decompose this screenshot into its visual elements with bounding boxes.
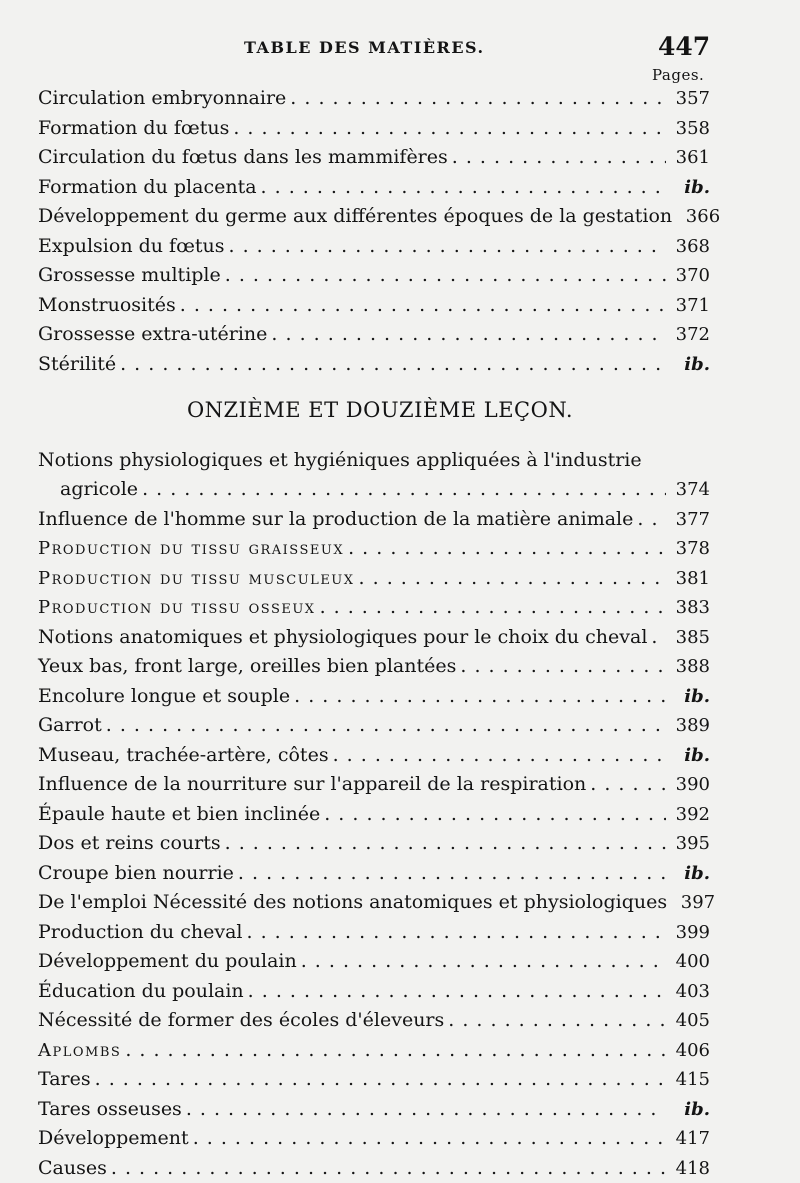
dot-leader	[460, 652, 666, 682]
dot-leader	[246, 918, 666, 948]
entry-page: ib.	[684, 1098, 710, 1120]
entry-page: 383	[675, 597, 710, 618]
entry-title: Croupe bien nourrie	[38, 861, 234, 884]
entry-title: Aplombs	[38, 1039, 122, 1061]
dot-leader	[290, 84, 666, 114]
entry-title: Production du tissu osseux	[38, 597, 316, 618]
entry-page: 357	[675, 88, 710, 109]
dot-leader	[294, 682, 666, 712]
entry-page: 368	[675, 235, 710, 257]
entry-page: 389	[675, 715, 710, 736]
entry-line-2	[38, 475, 710, 505]
toc-entry	[38, 261, 710, 291]
entry-title: Formation du fœtus	[38, 116, 230, 139]
toc-entry	[38, 320, 710, 350]
toc-entry-multiline	[38, 445, 710, 505]
toc-entry	[38, 829, 710, 859]
entry-title: Éducation du poulain	[38, 979, 244, 1002]
entry-page: ib.	[684, 685, 710, 707]
dot-leader	[271, 320, 666, 350]
dot-leader	[348, 534, 666, 564]
dot-leader	[111, 1154, 666, 1183]
toc-list-section-2	[38, 445, 716, 1183]
entry-title-line-1: Notions physiologiques et hygiéniques appliquées à l'industrie	[38, 449, 642, 471]
toc-entry	[38, 232, 710, 262]
toc-entry	[38, 711, 710, 741]
dot-leader	[233, 114, 666, 144]
toc-entry	[38, 505, 710, 535]
dot-leader	[120, 350, 666, 380]
entry-title: Production du tissu musculeux	[38, 567, 355, 589]
entry-page: 397	[680, 892, 716, 913]
toc-entry	[38, 888, 716, 918]
entry-title: De l'emploi Nécessité des notions anatomiques et physiologiques	[38, 891, 668, 913]
toc-entry	[38, 534, 710, 564]
toc-entry	[38, 1095, 710, 1125]
entry-title: Influence de l'homme sur la production de la matière animale	[38, 507, 634, 530]
dot-leader	[193, 1124, 666, 1154]
entry-page: 366	[685, 206, 721, 227]
dot-leader	[225, 261, 666, 291]
toc-entry	[38, 143, 710, 173]
entry-title: Formation du placenta	[38, 175, 257, 198]
entry-title: Production du tissu graisseux	[38, 538, 345, 559]
page-header	[0, 32, 800, 66]
entry-title: Garrot	[38, 714, 102, 736]
entry-title: Développement	[38, 1127, 189, 1149]
page-number: 447	[658, 32, 711, 61]
dot-leader	[228, 232, 666, 262]
toc-entry	[38, 1036, 710, 1066]
entry-title: Stérilité	[38, 352, 117, 375]
entry-title: Causes	[38, 1156, 107, 1179]
toc-entry	[38, 652, 710, 682]
dot-leader	[333, 741, 666, 771]
entry-title: Notions anatomiques et physiologiques pour le choix du cheval	[38, 625, 648, 648]
dot-leader	[180, 291, 666, 321]
toc-entry	[38, 350, 710, 380]
dot-leader	[320, 593, 666, 623]
toc-entry	[38, 84, 710, 114]
toc-entry	[38, 1154, 710, 1183]
entry-title: Encolure longue et souple	[38, 684, 291, 707]
entry-page: 371	[675, 294, 710, 316]
dot-leader	[261, 173, 666, 203]
pages-column-label: Pages.	[652, 66, 705, 84]
entry-page: 370	[675, 265, 710, 286]
entry-page: 418	[675, 1157, 710, 1179]
toc-entry	[38, 1124, 710, 1154]
toc-entry	[38, 173, 710, 203]
toc-entry	[38, 800, 710, 830]
dot-leader	[225, 829, 666, 859]
entry-page: 417	[675, 1128, 710, 1149]
toc-entry	[38, 202, 721, 232]
toc-entry	[38, 593, 710, 623]
entry-title: Dos et reins courts	[38, 832, 221, 854]
entry-page: ib.	[684, 862, 710, 884]
entry-page: 361	[675, 147, 710, 168]
dot-leader	[95, 1065, 666, 1095]
entry-title: Grossesse multiple	[38, 264, 221, 286]
entry-page: 358	[675, 117, 710, 139]
entry-title: Circulation du fœtus dans les mammifères	[38, 146, 448, 168]
toc-list-section-1	[38, 84, 721, 379]
dot-leader	[448, 1006, 666, 1036]
entry-page: 415	[675, 1069, 710, 1090]
entry-title: Tares	[38, 1068, 91, 1090]
entry-title: Expulsion du fœtus	[38, 234, 225, 257]
entry-title: Grossesse extra-utérine	[38, 323, 268, 345]
dot-leader	[238, 859, 666, 889]
entry-page: 385	[675, 626, 710, 648]
toc-entry	[38, 682, 710, 712]
dot-leader	[106, 711, 666, 741]
entry-page: 392	[675, 803, 710, 825]
section-heading: ONZIÈME ET DOUZIÈME LEÇON.	[186, 398, 574, 422]
toc-entry	[38, 741, 710, 771]
entry-page: ib.	[684, 744, 710, 766]
dot-leader	[359, 564, 666, 594]
dot-leader	[301, 947, 666, 977]
toc-entry	[38, 947, 710, 977]
dot-leader	[186, 1095, 666, 1125]
toc-entry	[38, 291, 710, 321]
entry-title: Épaule haute et bien inclinée	[38, 802, 321, 825]
running-title: TABLE DES MATIÈRES.	[244, 38, 485, 57]
entry-title: Tares osseuses	[38, 1097, 182, 1120]
toc-entry	[38, 859, 710, 889]
toc-entry	[38, 564, 710, 594]
dot-leader	[590, 770, 666, 800]
entry-page: 388	[675, 656, 710, 677]
toc-entry	[38, 977, 710, 1007]
dot-leader	[452, 143, 666, 173]
entry-page: 390	[675, 774, 710, 795]
entry-title-line-2: agricole	[60, 478, 139, 500]
entry-title: Développement du poulain	[38, 950, 297, 972]
entry-page: 405	[675, 1010, 710, 1031]
dot-leader	[125, 1036, 666, 1066]
dot-leader	[651, 623, 666, 653]
entry-title: Nécessité de former des écoles d'éleveurs	[38, 1009, 445, 1031]
entry-title: Développement du germe aux différentes époques de la gestation	[38, 205, 673, 227]
toc-entry	[38, 918, 710, 948]
entry-page: 378	[675, 538, 710, 559]
entry-page: 395	[675, 833, 710, 854]
entry-title: Museau, trachée-artère, côtes	[38, 743, 329, 766]
entry-page: 399	[675, 921, 710, 943]
dot-leader	[324, 800, 666, 830]
toc-entry	[38, 1065, 710, 1095]
entry-page: ib.	[684, 176, 710, 198]
entry-page: 400	[675, 951, 710, 972]
entry-title: Influence de la nourriture sur l'appareil de la respiration	[38, 773, 587, 795]
entry-title: Monstruosités	[38, 293, 176, 316]
toc-entry	[38, 114, 710, 144]
entry-page: 372	[675, 324, 710, 345]
toc-entry	[38, 623, 710, 653]
toc-entry	[38, 1006, 710, 1036]
entry-page: 374	[675, 479, 710, 500]
entry-page: 406	[675, 1039, 710, 1061]
entry-page: 403	[675, 980, 710, 1002]
dot-leader	[637, 505, 666, 535]
dot-leader	[142, 475, 666, 505]
entry-page: 377	[675, 508, 710, 530]
entry-title: Production du cheval	[38, 920, 243, 943]
entry-title: Circulation embryonnaire	[38, 87, 287, 109]
toc-entry	[38, 770, 710, 800]
entry-page: 381	[675, 567, 710, 589]
entry-page: ib.	[684, 353, 710, 375]
dot-leader	[248, 977, 666, 1007]
entry-title: Yeux bas, front large, oreilles bien plantées	[38, 655, 457, 677]
